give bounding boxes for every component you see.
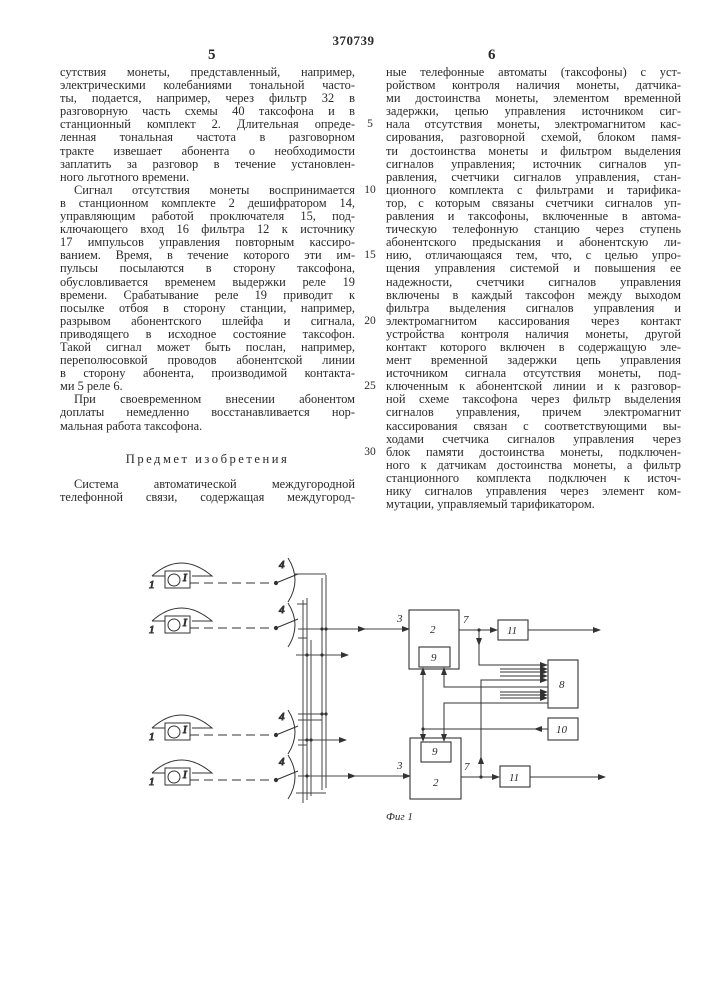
text-line: ходами счетчика сигналов управления через [386,433,681,446]
switch-icon [274,558,298,602]
label-input: 3 [396,760,403,772]
text-line: ванием. Время, в течение которого эти им- [60,249,355,262]
text-line: ключенным к абонентской линии и к разговор- [386,380,681,393]
text-line: ной схеме таксофона через фильтр выделения [386,393,681,406]
text-line: тическую телефонную станцию через ступень [386,223,681,236]
text-line: посылке отбоя в сторону станции, например, [60,302,355,315]
text-line: ключающего вход 16 фильтра 12 к источнику [60,223,355,236]
text-line: электромагнитом кассирования через контакт [386,315,681,328]
column-number-left: 5 [208,47,216,64]
text-line: ного льготного времени. [60,171,355,184]
text-line: устройства контроля наличия монеты, другой [386,328,681,341]
text-line: разрывом абонентского шлейфа и сигнала, [60,315,355,328]
label-phone: 1 [149,731,155,743]
text-line: источником сигнала отсутствия монеты, под- [386,367,681,380]
text-line: ного к датчикам достоинства монеты, а фильтр [386,459,681,472]
text-line: Сигнал отсутствия монеты воспринимается [60,184,355,197]
switch-icon [274,603,298,647]
figure-1-block-diagram [0,0,707,1000]
patent-number: 370739 [0,33,707,49]
text-line: в сторону абонента, производимой контакта- [60,367,355,380]
phone-dial-mark: I [182,572,188,584]
payphone-icon [149,760,272,788]
text-line: ционного комплекта с фильтрами и тарифика- [386,184,681,197]
label-memory: 9 [432,746,438,758]
label-input: 3 [396,613,403,625]
text-line: равления и таксофоны, включенные в автома- [386,210,681,223]
text-line: сирования, разговорной схемой, блоком памя- [386,131,681,144]
label-phone: 1 [149,624,155,636]
text-line: обусловливается временем выдержки реле 19 [60,276,355,289]
text-line: 17 импульсов управления повторным кассиро- [60,236,355,249]
label-tariff-counter: 8 [559,679,565,691]
text-line: пульсы посылаются в сторону таксофона, [60,262,355,275]
text-line: нала отсутствия монеты, электромагнитом кас- [386,118,681,131]
text-line: нию, отличающаяся тем, что, с целью упро- [386,249,681,262]
label-station-set: 2 [430,624,436,636]
text-line: сигналов управления, причем электромагнит [386,406,681,419]
claims-heading: Предмет изобретения [60,453,355,466]
text-line: контакт которого включен в содержащую эле- [386,341,681,354]
label-source: 10 [556,724,568,736]
label-phone: 1 [149,776,155,788]
label-phone: 1 [149,579,155,591]
text-line: задержки, цепью управления источником сиг- [386,105,681,118]
text-line: электрическими колебаниями тональной часто- [60,79,355,92]
text-line: сутствия монеты, представленный, например, [60,66,355,79]
text-line: управляющим работой проключателя 15, под- [60,210,355,223]
text-line: ные телефонные автоматы (таксофоны) с уст- [386,66,681,79]
line-number: 15 [363,249,377,261]
phone-dial-mark: I [182,769,188,781]
text-line: кассирования связан с соответствующими вы- [386,420,681,433]
text-line: мальная работа таксофона. [60,420,355,433]
text-line: тракте извешает абонента о необходимости [60,145,355,158]
label-filter: 11 [509,772,519,784]
text-line: станционного комплекта подключен к источ- [386,472,681,485]
column-number-right: 6 [488,47,496,64]
label-switch: 4 [279,711,285,723]
text-line: ми 5 реле 6. [60,380,355,393]
label-output: 7 [463,614,469,626]
text-line: равления, счетчики сигналов управления, стан- [386,171,681,184]
text-line: мутации, управляемый тарификатором. [386,498,681,511]
text-line: времени. Срабатывание реле 19 приводит к [60,289,355,302]
text-line: доплаты немедленно восстанавливается нор- [60,406,355,419]
line-number: 20 [363,315,377,327]
text-line: ты, подается, например, через фильтр 32 в [60,92,355,105]
bus-lines [295,574,410,803]
text-line: ми достоинства монеты, элементом временной [386,92,681,105]
text-line: При своевременном внесении абонентом [60,393,355,406]
label-switch: 4 [279,559,285,571]
line-number: 5 [363,118,377,130]
text-line: фильтра выделения сигналов управления и [386,302,681,315]
line-number: 10 [363,184,377,196]
label-output: 7 [464,761,470,773]
text-line: мент временной задержки цепь управления [386,354,681,367]
switch-icon [274,755,298,799]
text-line: переполюсовкой проводов абонентской линии [60,354,355,367]
text-line: в станционном комплекте 2 дешифратором 14, [60,197,355,210]
label-switch: 4 [279,756,285,768]
payphone-icon [149,563,272,591]
text-line: абонентского предыскания и абонентскую ли- [386,236,681,249]
text-line: нику сигналов управления через элемент ком- [386,485,681,498]
line-number: 25 [363,380,377,392]
text-line: тор, с которым связаны счетчики сигналов уп- [386,197,681,210]
phone-dial-mark: I [182,724,188,736]
label-filter: 11 [507,625,517,637]
figure-caption: Фиг 1 [386,811,413,823]
text-line: ленная тональная частота в разговорном [60,131,355,144]
text-line: включены в каждый таксофон между выходом [386,289,681,302]
text-line: надежности, счетчики сигналов управления [386,276,681,289]
label-memory: 9 [431,652,437,664]
text-line: приводящего в исходное состояние таксофон. [60,328,355,341]
text-line: телефонной связи, содержащая междугород- [60,491,355,504]
blocks [409,610,578,799]
text-line: ройством контроля наличия монеты, датчика- [386,79,681,92]
label-switch: 4 [279,604,285,616]
text-line: сигналов управления; источник сигналов уп- [386,158,681,171]
text-line: станционный комплект 2. Длительная опреде- [60,118,355,131]
text-line: Такой сигнал может быть послан, например, [60,341,355,354]
text-line: разговорную часть схемы 40 таксофона и в [60,105,355,118]
phone-dial-mark: I [182,617,188,629]
text-line: заплатить за разговор в течение установлен- [60,158,355,171]
text-line: блок памяти достоинства монеты, подключен- [386,446,681,459]
label-station-set: 2 [433,777,439,789]
payphone-icon [149,715,272,743]
payphone-icon [149,608,272,636]
text-line: ти достоинства монеты и фильтром выделения [386,145,681,158]
text-line: щения управления системой и повышения ее [386,262,681,275]
switch-icon [274,710,298,754]
text-line: Система автоматической междугородной [60,478,355,491]
line-number: 30 [363,446,377,458]
